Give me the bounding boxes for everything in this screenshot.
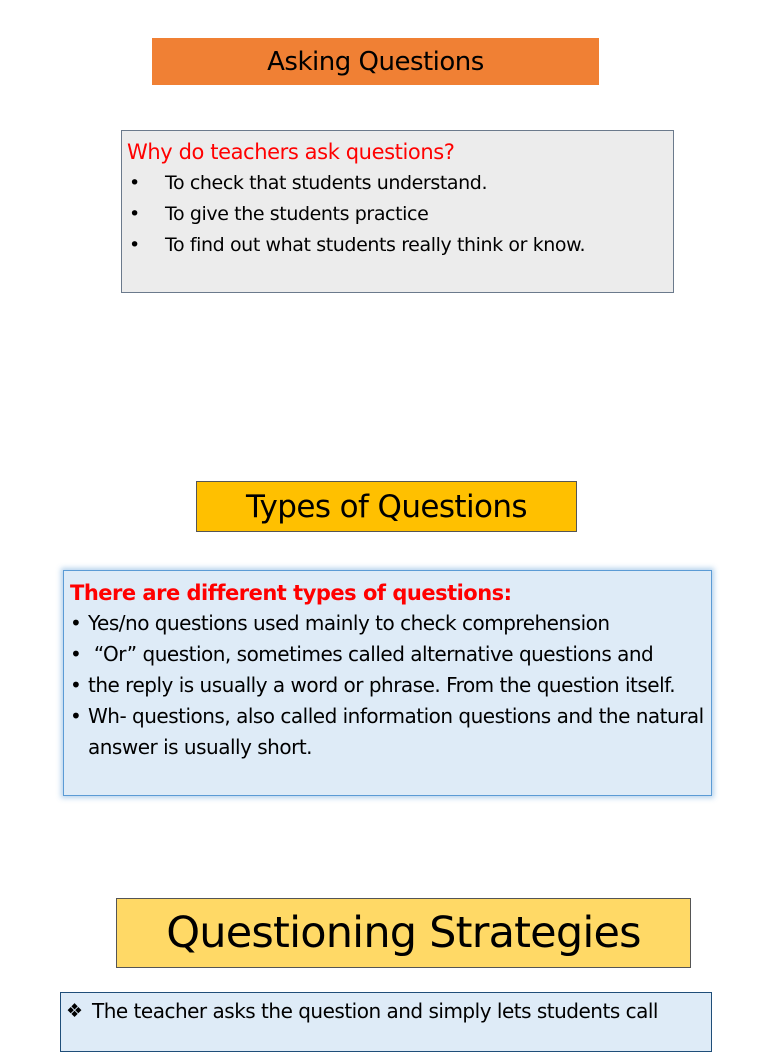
list-item-text: To give the students practice (165, 203, 429, 225)
list-item (70, 701, 707, 763)
list-item (127, 168, 669, 199)
list-item-text: To check that students understand. (165, 172, 488, 194)
bullet-icon: • (70, 704, 82, 728)
bullet-icon: • (70, 611, 82, 635)
bullet-icon: • (70, 642, 82, 666)
why-ask-questions-box (121, 130, 674, 293)
list-item (66, 995, 707, 1027)
list-item (127, 230, 669, 261)
title-text: Asking Questions (267, 46, 484, 77)
list-item (127, 199, 669, 230)
types-of-questions-title (196, 481, 577, 532)
diamond-bullet-icon: ❖ (66, 1000, 83, 1022)
list-item (70, 608, 707, 639)
list-item-text: The teacher asks the question and simply lets students call (92, 999, 658, 1023)
bullet-icon: • (129, 172, 140, 194)
bullet-icon: • (129, 203, 140, 225)
list-item (70, 639, 707, 670)
box-heading: There are different types of questions: (70, 581, 512, 605)
title-text: Types of Questions (246, 488, 527, 525)
types-of-questions-box (63, 570, 712, 796)
list-item-text: To find out what students really think or know. (165, 234, 586, 256)
asking-questions-title (152, 38, 599, 85)
list-item-text: Wh- questions, also called information questions and the natural answer is usually short. (88, 704, 704, 759)
box-heading: Why do teachers ask questions? (127, 140, 455, 164)
list-item-text: “Or” question, sometimes called alternative questions and (88, 642, 654, 666)
list-item-text: the reply is usually a word or phrase. From the question itself. (88, 673, 676, 697)
title-text: Questioning Strategies (166, 908, 641, 958)
list-item-text: Yes/no questions used mainly to check comprehension (88, 611, 610, 635)
bullet-icon: • (70, 673, 82, 697)
questioning-strategies-box (60, 992, 712, 1052)
list-item (70, 670, 707, 701)
bullet-icon: • (129, 234, 140, 256)
questioning-strategies-title (116, 898, 691, 968)
